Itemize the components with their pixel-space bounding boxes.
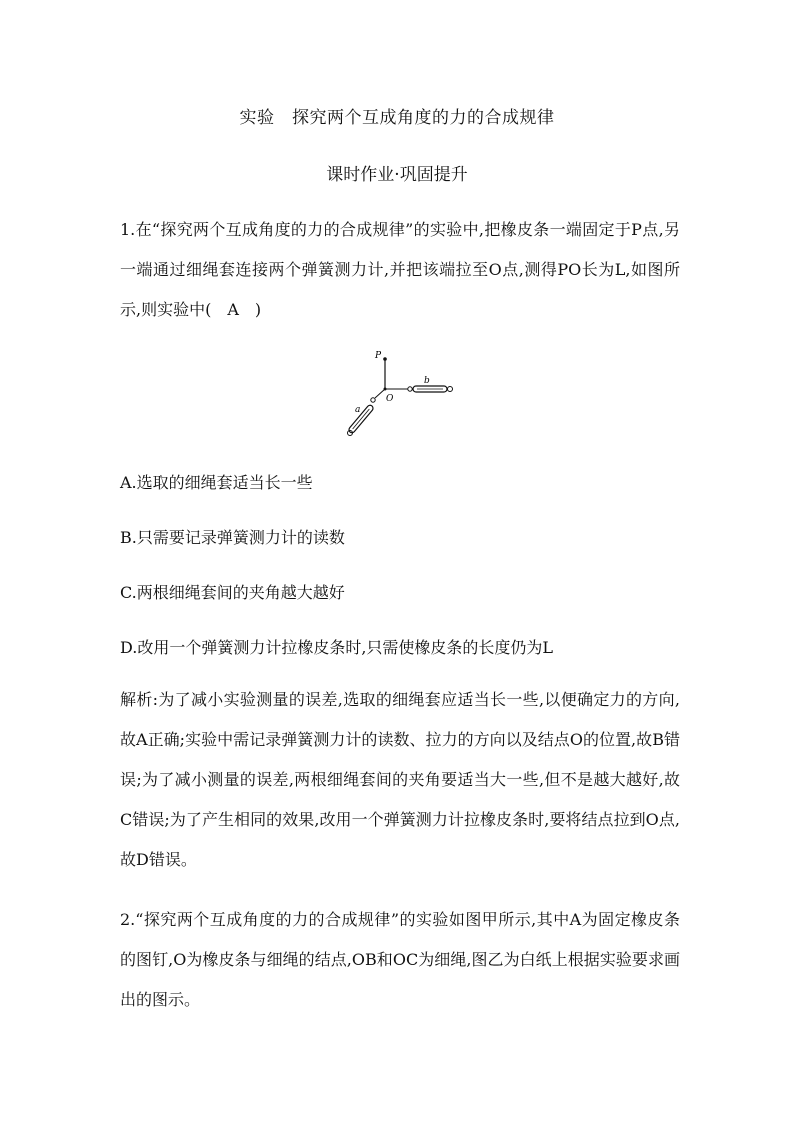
label-b: b — [424, 376, 430, 386]
question-1-stem: 1.在“探究两个互成角度的力的合成规律”的实验中,把橡皮条一端固定于P点,另一端通过细绳套连接两个弹簧测力计,并把该端拉至O点,测得PO长为L,如图所示,则实验中( A ) — [120, 220, 680, 319]
option-b: B.只需要记录弹簧测力计的读数 — [120, 528, 345, 547]
hook-b — [408, 387, 412, 391]
string-a-line — [375, 389, 385, 398]
spring-scale-a — [348, 404, 374, 434]
page-title: 实验 探究两个互成角度的力的合成规律 — [239, 108, 555, 128]
question-1-analysis: 解析:为了减小实验测量的误差,选取的细绳套应适当长一些,以便确定力的方向,故A正确;实验中需记录弹簧测力计的读数、拉力的方向以及结点O的位置,故B错误;为了减小测量的误差,两根细绳套间的夹角要适当大一些,但不是越大越好,故C错误;为了产生相同的效果,改用一个弹簧测力计拉橡皮条时,要将结点拉到O点,故D错误。 — [120, 690, 680, 869]
figure-svg — [340, 345, 460, 445]
hook-a — [371, 398, 375, 402]
point-p-dot — [383, 357, 387, 361]
label-o: O — [386, 394, 394, 404]
page-subtitle: 课时作业·巩固提升 — [326, 165, 468, 185]
option-a: A.选取的细绳套适当长一些 — [120, 473, 313, 492]
label-a: a — [355, 405, 361, 415]
spring-scale-figure — [340, 345, 460, 445]
option-c: C.两根细绳套间的夹角越大越好 — [120, 583, 345, 602]
question-2-stem: 2.“探究两个互成角度的力的合成规律”的实验如图甲所示,其中A为固定橡皮条的图钉,O为橡皮条与细绳的结点,OB和OC为细绳,图乙为白纸上根据实验要求画出的图示。 — [120, 910, 680, 1009]
option-d: D.改用一个弹簧测力计拉橡皮条时,只需使橡皮条的长度仍为L — [120, 638, 554, 657]
spring-scale-b-ring — [448, 387, 453, 392]
label-p: P — [375, 351, 382, 361]
